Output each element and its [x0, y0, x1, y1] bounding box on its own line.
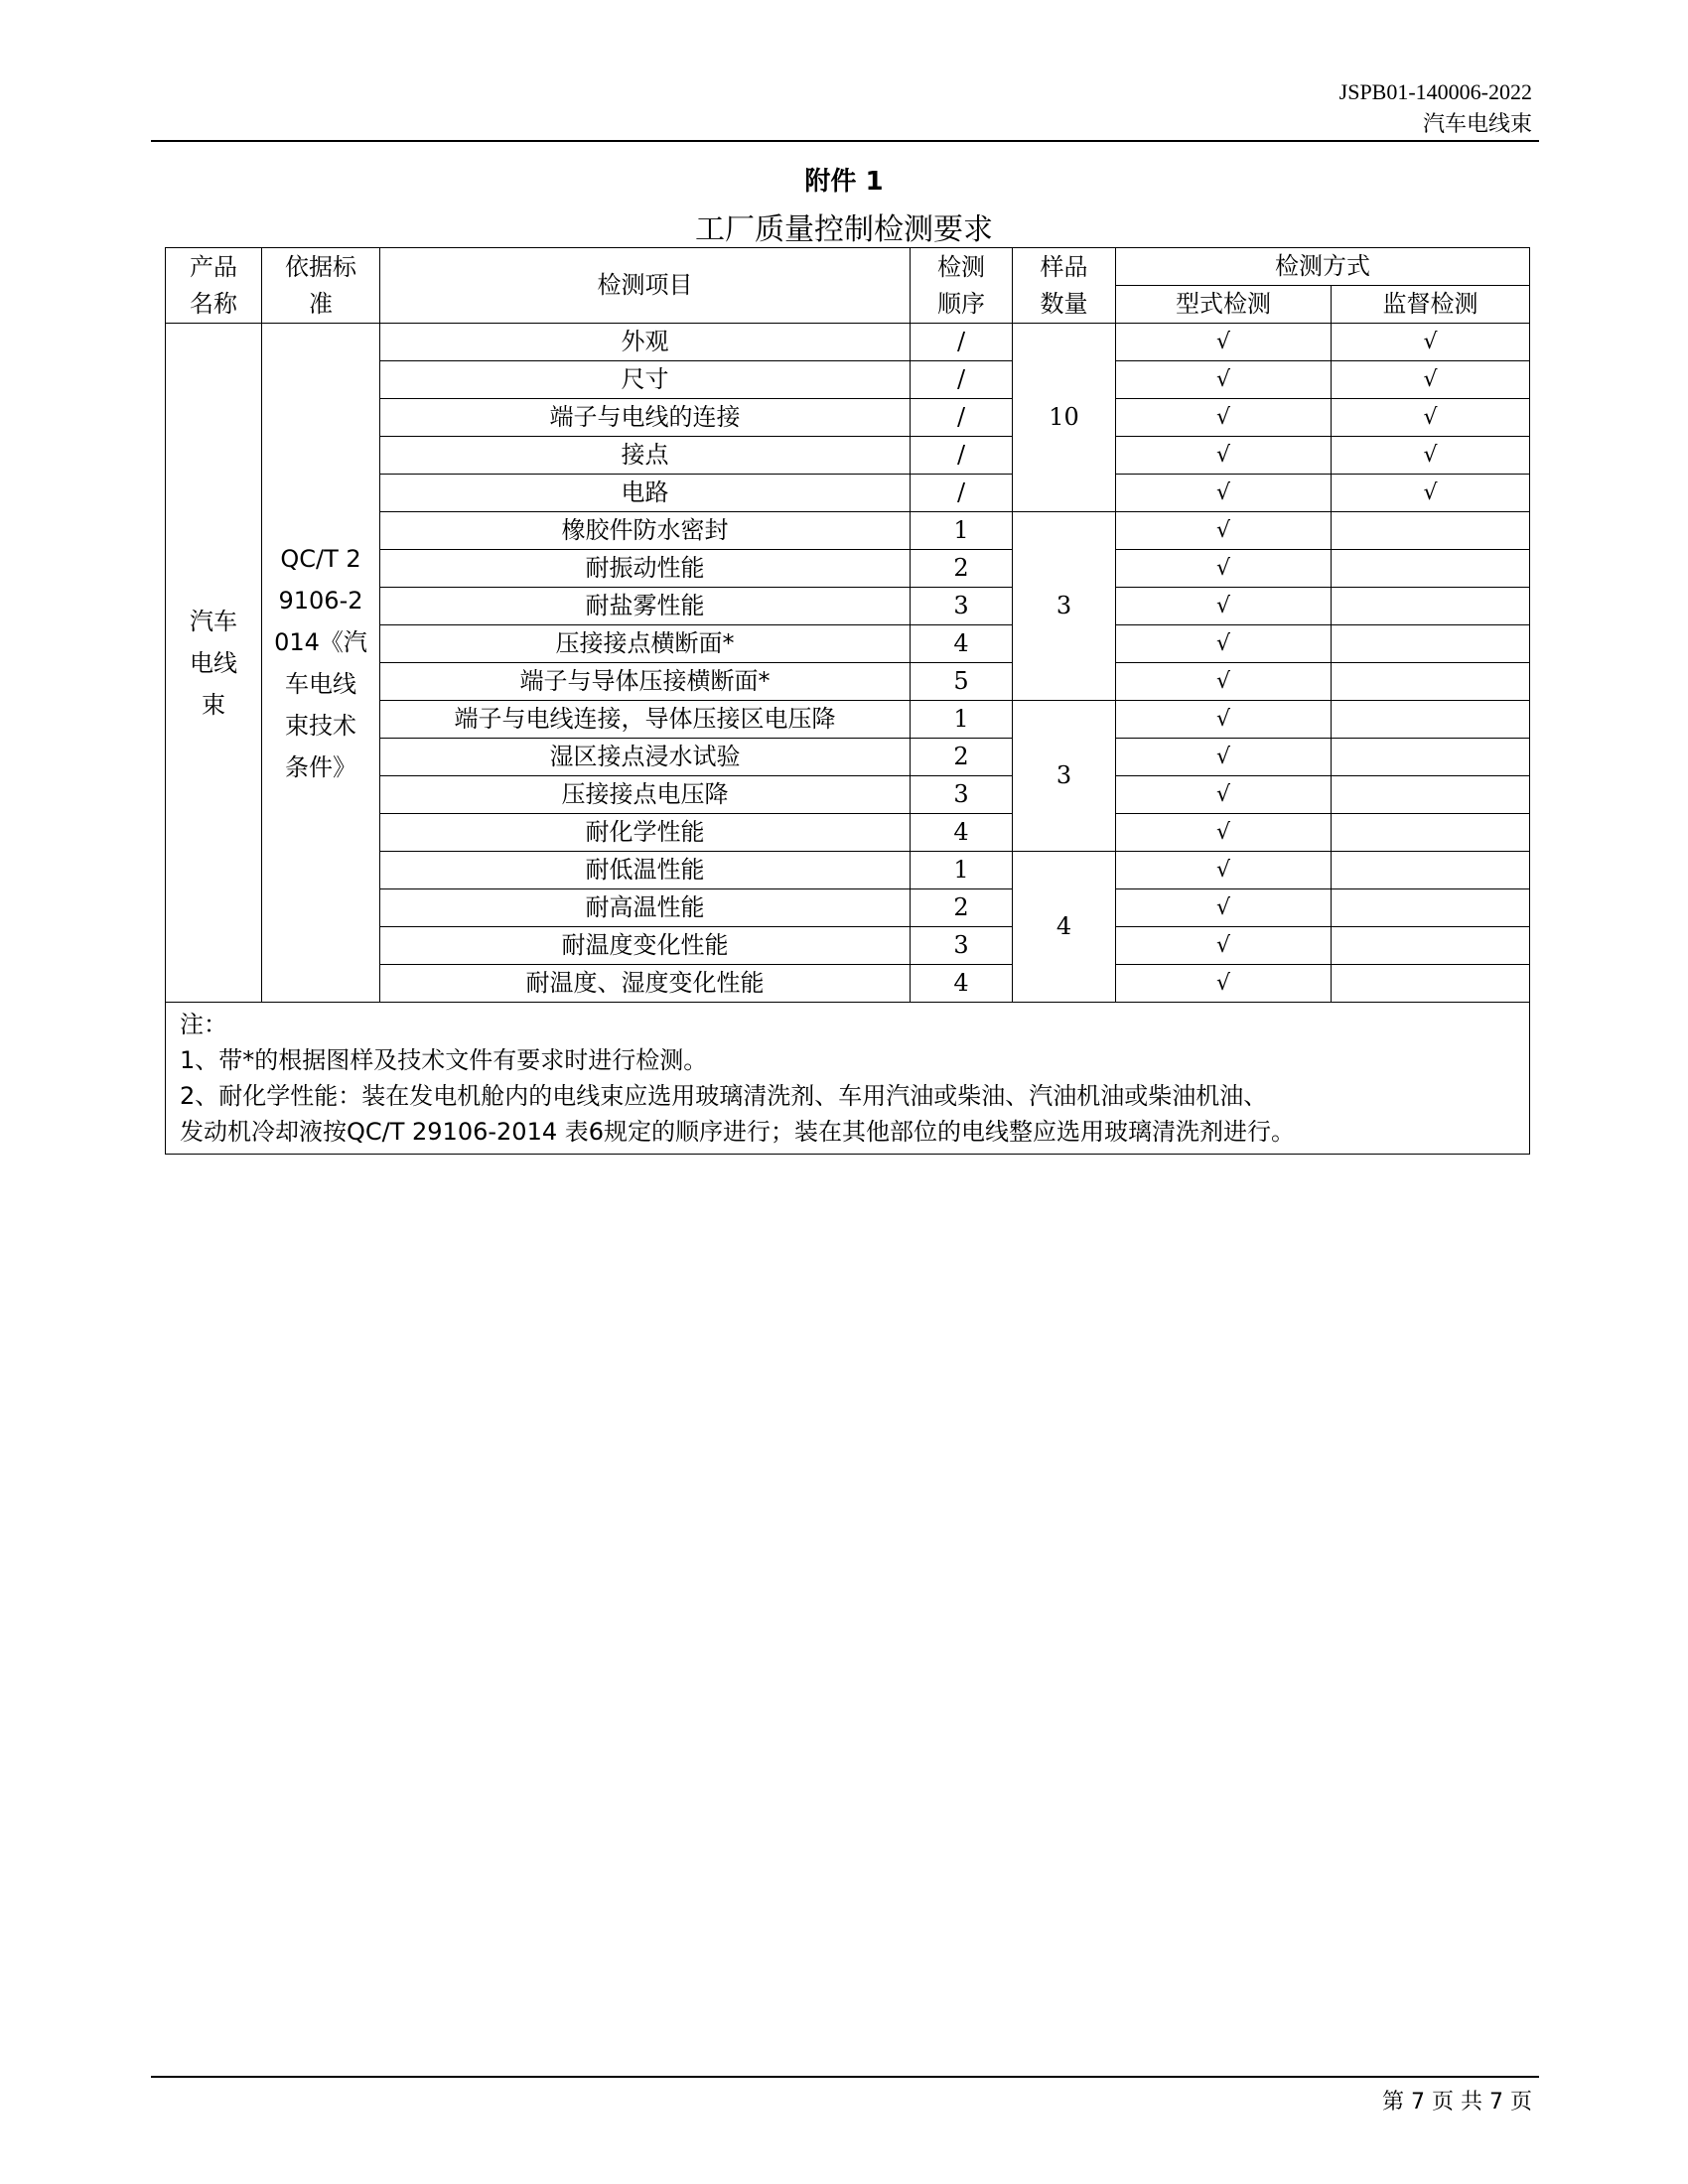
test-order: 3 — [911, 927, 1013, 965]
supervision-test-check — [1332, 889, 1530, 927]
test-order: 3 — [911, 776, 1013, 814]
type-test-check: √ — [1116, 625, 1332, 663]
test-order: 1 — [911, 701, 1013, 739]
header-supervision-test: 监督检测 — [1332, 286, 1530, 324]
test-item: 耐化学性能 — [380, 814, 911, 852]
type-test-check: √ — [1116, 701, 1332, 739]
supervision-test-check — [1332, 776, 1530, 814]
qc-requirements-table — [165, 247, 1530, 1155]
notes-cell — [166, 1003, 1530, 1155]
test-item: 外观 — [380, 324, 911, 361]
sample-qty: 3 — [1013, 512, 1116, 701]
header-test-method: 检测方式 — [1116, 248, 1530, 286]
header-type-test: 型式检测 — [1116, 286, 1332, 324]
type-test-check: √ — [1116, 852, 1332, 889]
test-item: 压接接点电压降 — [380, 776, 911, 814]
supervision-test-check — [1332, 739, 1530, 776]
test-order: 2 — [911, 889, 1013, 927]
header-rule — [151, 140, 1539, 142]
sample-qty: 10 — [1013, 324, 1116, 512]
test-order: 5 — [911, 663, 1013, 701]
header-sample-qty: 样品数量 — [1013, 248, 1116, 324]
standard-cell: QC/T 29106-2014《汽车电线束技术条件》 — [262, 324, 380, 1003]
type-test-check: √ — [1116, 361, 1332, 399]
supervision-test-check — [1332, 927, 1530, 965]
type-test-check: √ — [1116, 512, 1332, 550]
test-order: 3 — [911, 588, 1013, 625]
table-row — [166, 324, 1530, 361]
test-item: 电路 — [380, 475, 911, 512]
test-item: 端子与电线连接，导体压接区电压降 — [380, 701, 911, 739]
test-item: 湿区接点浸水试验 — [380, 739, 911, 776]
test-order: 4 — [911, 625, 1013, 663]
sample-qty: 4 — [1013, 852, 1116, 1003]
test-item: 耐温度变化性能 — [380, 927, 911, 965]
supervision-test-check: √ — [1332, 361, 1530, 399]
test-order: / — [911, 361, 1013, 399]
type-test-check: √ — [1116, 739, 1332, 776]
footer-rule — [151, 2076, 1539, 2078]
test-order: / — [911, 399, 1013, 437]
note-line-3: 发动机冷却液按QC/T 29106-2014 表6规定的顺序进行；装在其他部位的电线整应选用玻璃清洗剂进行。 — [180, 1118, 1296, 1146]
supervision-test-check — [1332, 701, 1530, 739]
type-test-check: √ — [1116, 927, 1332, 965]
supervision-test-check: √ — [1332, 324, 1530, 361]
test-order: / — [911, 475, 1013, 512]
type-test-check: √ — [1116, 475, 1332, 512]
supervision-test-check: √ — [1332, 437, 1530, 475]
document-code: JSPB01-140006-2022 — [1338, 79, 1532, 104]
test-item: 端子与导体压接横断面* — [380, 663, 911, 701]
test-item: 耐高温性能 — [380, 889, 911, 927]
type-test-check: √ — [1116, 399, 1332, 437]
supervision-test-check: √ — [1332, 475, 1530, 512]
type-test-check: √ — [1116, 588, 1332, 625]
supervision-test-check — [1332, 625, 1530, 663]
supervision-test-check — [1332, 550, 1530, 588]
page-title: 工厂质量控制检测要求 — [695, 212, 993, 247]
supervision-test-check — [1332, 512, 1530, 550]
header-standard: 依据标准 — [262, 248, 380, 324]
test-order: 4 — [911, 965, 1013, 1003]
test-item: 橡胶件防水密封 — [380, 512, 911, 550]
note-line-1: 1、带*的根据图样及技术文件有要求时进行检测。 — [180, 1046, 708, 1074]
type-test-check: √ — [1116, 889, 1332, 927]
test-item: 耐盐雾性能 — [380, 588, 911, 625]
supervision-test-check — [1332, 852, 1530, 889]
test-item: 耐低温性能 — [380, 852, 911, 889]
type-test-check: √ — [1116, 776, 1332, 814]
test-order: / — [911, 437, 1013, 475]
test-item: 尺寸 — [380, 361, 911, 399]
test-item: 耐振动性能 — [380, 550, 911, 588]
document-subject: 汽车电线束 — [1422, 112, 1532, 137]
header-product-name: 产品名称 — [166, 248, 262, 324]
sample-qty: 3 — [1013, 701, 1116, 852]
header-test-item: 检测项目 — [380, 248, 911, 324]
supervision-test-check — [1332, 965, 1530, 1003]
notes-row — [166, 1003, 1530, 1155]
test-order: 2 — [911, 739, 1013, 776]
supervision-test-check — [1332, 588, 1530, 625]
note-line-2: 2、耐化学性能：装在发电机舱内的电线束应选用玻璃清洗剂、车用汽油或柴油、汽油机油或柴油机油、 — [180, 1082, 1268, 1110]
type-test-check: √ — [1116, 550, 1332, 588]
test-item: 耐温度、湿度变化性能 — [380, 965, 911, 1003]
type-test-check: √ — [1116, 324, 1332, 361]
supervision-test-check: √ — [1332, 399, 1530, 437]
product-name-cell: 汽车电线束 — [166, 324, 262, 1003]
test-item: 端子与电线的连接 — [380, 399, 911, 437]
test-item: 接点 — [380, 437, 911, 475]
page-number: 第 7 页 共 7 页 — [1382, 2090, 1532, 2115]
test-order: 2 — [911, 550, 1013, 588]
test-order: 1 — [911, 512, 1013, 550]
type-test-check: √ — [1116, 965, 1332, 1003]
header-row-1 — [166, 248, 1530, 286]
type-test-check: √ — [1116, 437, 1332, 475]
test-item: 压接接点横断面* — [380, 625, 911, 663]
type-test-check: √ — [1116, 814, 1332, 852]
header-test-order: 检测顺序 — [911, 248, 1013, 324]
note-heading: 注： — [180, 1011, 227, 1038]
test-order: 4 — [911, 814, 1013, 852]
attachment-label: 附件 1 — [804, 167, 884, 197]
type-test-check: √ — [1116, 663, 1332, 701]
test-order: / — [911, 324, 1013, 361]
supervision-test-check — [1332, 814, 1530, 852]
test-order: 1 — [911, 852, 1013, 889]
supervision-test-check — [1332, 663, 1530, 701]
